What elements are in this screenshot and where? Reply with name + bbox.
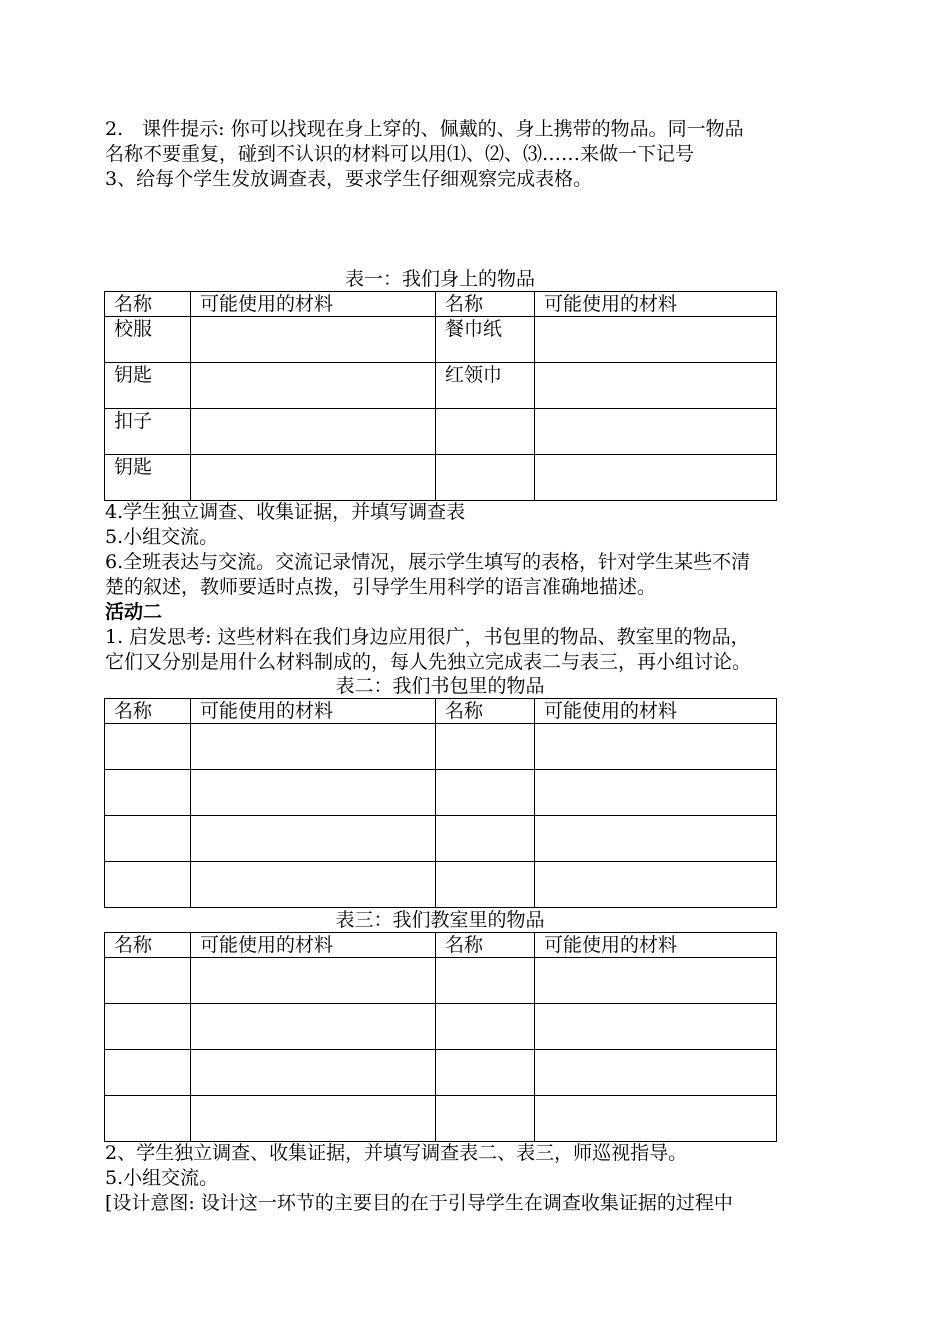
blank-cell[interactable] — [436, 770, 535, 816]
blank-cell[interactable] — [105, 1096, 191, 1142]
step-6-line-1: 6.全班表达与交流。交流记录情况，展示学生填写的表格，针对学生某些不清 — [105, 551, 751, 573]
material-cell[interactable] — [191, 317, 436, 363]
header-name: 名称 — [105, 292, 191, 317]
item-name: 钥匙 — [105, 455, 191, 501]
table3 — [104, 932, 777, 1142]
table1-caption: 表一：我们身上的物品 — [344, 268, 535, 290]
table-row — [105, 317, 777, 363]
blank-cell[interactable] — [105, 1004, 191, 1050]
blank-cell[interactable] — [191, 724, 436, 770]
table-row — [105, 862, 777, 908]
blank-cell[interactable] — [105, 1050, 191, 1096]
activity2-p1-line-2: 它们又分别是用什么材料制成的，每人先独立完成表二与表三，再小组讨论。 — [105, 651, 752, 673]
table-row — [105, 816, 777, 862]
blank-cell[interactable] — [191, 862, 436, 908]
material-cell[interactable] — [535, 409, 777, 455]
blank-cell[interactable] — [436, 1096, 535, 1142]
table-row — [105, 1050, 777, 1096]
blank-cell[interactable] — [191, 770, 436, 816]
item-name: 校服 — [105, 317, 191, 363]
blank-cell[interactable] — [535, 724, 777, 770]
table-row — [105, 770, 777, 816]
header-name: 名称 — [105, 699, 191, 724]
item-name: 餐巾纸 — [436, 317, 535, 363]
blank-cell[interactable] — [105, 770, 191, 816]
table-row — [105, 724, 777, 770]
step-4: 4.学生独立调查、收集证据，并填写调查表 — [105, 501, 466, 523]
table3-header-row — [105, 933, 777, 958]
step-2-second: 2、学生独立调查、收集证据，并填写调查表二、表三，师巡视指导。 — [105, 1142, 688, 1164]
item-name: 扣子 — [105, 409, 191, 455]
intro-line-1: 2. 课件提示: 你可以找现在身上穿的、佩戴的、身上携带的物品。同一物品 — [105, 118, 744, 140]
design-intent: [设计意图: 设计这一环节的主要目的在于引导学生在调查收集证据的过程中 — [105, 1192, 733, 1214]
blank-cell[interactable] — [191, 1050, 436, 1096]
table3-caption: 表三：我们教室里的物品 — [335, 909, 545, 931]
blank-cell[interactable] — [535, 958, 777, 1004]
intro-line-2: 名称不要重复，碰到不认识的材料可以用⑴、⑵、⑶……来做一下记号 — [105, 143, 695, 165]
blank-cell[interactable] — [436, 1004, 535, 1050]
header-name: 名称 — [105, 933, 191, 958]
table-row — [105, 409, 777, 455]
blank-cell[interactable] — [191, 816, 436, 862]
blank-cell[interactable] — [535, 1096, 777, 1142]
header-material: 可能使用的材料 — [535, 933, 777, 958]
step-6-line-2: 楚的叙述，教师要适时点拨，引导学生用科学的语言准确地描述。 — [105, 576, 657, 598]
blank-cell[interactable] — [191, 958, 436, 1004]
blank-cell[interactable] — [105, 816, 191, 862]
table2-caption: 表二：我们书包里的物品 — [335, 675, 545, 697]
blank-cell[interactable] — [105, 724, 191, 770]
material-cell[interactable] — [191, 363, 436, 409]
table2-header-row — [105, 699, 777, 724]
item-name — [436, 455, 535, 501]
material-cell[interactable] — [535, 363, 777, 409]
header-name: 名称 — [436, 933, 535, 958]
item-name: 钥匙 — [105, 363, 191, 409]
item-name: 红领巾 — [436, 363, 535, 409]
table-row — [105, 363, 777, 409]
header-name: 名称 — [436, 292, 535, 317]
material-cell[interactable] — [191, 409, 436, 455]
blank-cell[interactable] — [436, 1050, 535, 1096]
blank-cell[interactable] — [535, 770, 777, 816]
blank-cell[interactable] — [105, 958, 191, 1004]
blank-cell[interactable] — [191, 1096, 436, 1142]
blank-cell[interactable] — [535, 1050, 777, 1096]
blank-cell[interactable] — [535, 1004, 777, 1050]
header-material: 可能使用的材料 — [191, 292, 436, 317]
blank-cell[interactable] — [436, 862, 535, 908]
activity2-p1-line-1: 1. 启发思考: 这些材料在我们身边应用很广，书包里的物品、教室里的物品， — [105, 626, 750, 648]
table-row — [105, 1096, 777, 1142]
item-name — [436, 409, 535, 455]
material-cell[interactable] — [191, 455, 436, 501]
material-cell[interactable] — [535, 317, 777, 363]
header-material: 可能使用的材料 — [535, 699, 777, 724]
material-cell[interactable] — [535, 455, 777, 501]
blank-cell[interactable] — [436, 958, 535, 1004]
activity2-title: 活动二 — [105, 601, 163, 623]
table-row — [105, 958, 777, 1004]
blank-cell[interactable] — [535, 816, 777, 862]
blank-cell[interactable] — [535, 862, 777, 908]
header-material: 可能使用的材料 — [191, 933, 436, 958]
header-material: 可能使用的材料 — [191, 699, 436, 724]
table2 — [104, 698, 777, 908]
table-row — [105, 1004, 777, 1050]
blank-cell[interactable] — [191, 1004, 436, 1050]
intro-line-3: 3、给每个学生发放调查表，要求学生仔细观察完成表格。 — [105, 168, 593, 190]
table-row — [105, 455, 777, 501]
header-name: 名称 — [436, 699, 535, 724]
blank-cell[interactable] — [436, 724, 535, 770]
blank-cell[interactable] — [436, 816, 535, 862]
header-material: 可能使用的材料 — [535, 292, 777, 317]
step-5: 5.小组交流。 — [105, 526, 219, 548]
blank-cell[interactable] — [105, 862, 191, 908]
step-5-second: 5.小组交流。 — [105, 1167, 219, 1189]
table1-header-row — [105, 292, 777, 317]
table1 — [104, 291, 777, 501]
